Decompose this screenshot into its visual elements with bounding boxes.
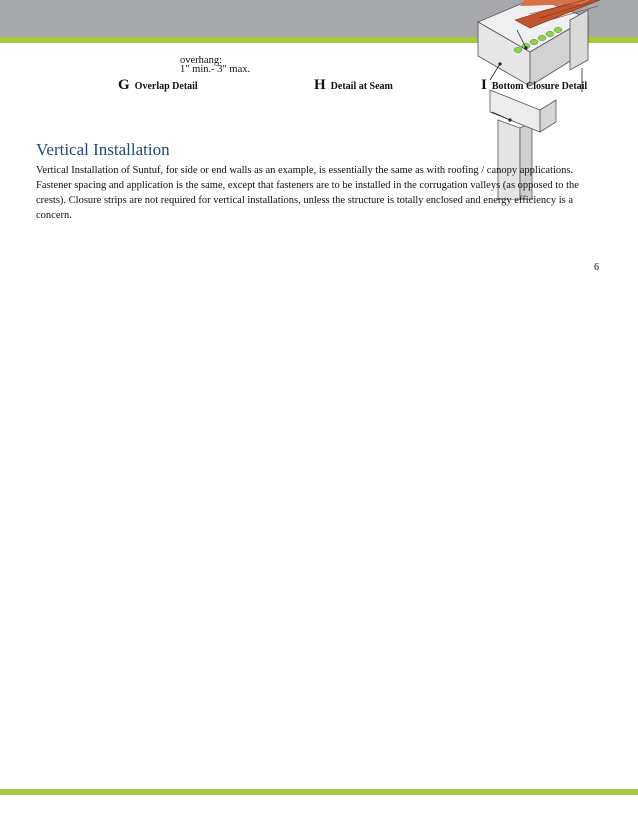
caption-letter: G xyxy=(118,77,130,93)
caption-overlap-detail xyxy=(118,79,248,93)
caption-text: Overlap Detail xyxy=(134,81,198,92)
caption-letter: I xyxy=(481,77,487,93)
caption-letter: H xyxy=(314,77,326,93)
caption-text: Detail at Seam xyxy=(330,81,393,92)
overhang-note xyxy=(180,56,300,74)
overhang-label: overhang: xyxy=(180,55,222,66)
section-title: Vertical Installation xyxy=(36,140,170,159)
section-body: Vertical Installation of Suntuf, for side or end walls as an example, is essentially the same as with roofing / canopy applications. Fastener spacing and application is the same, except that fasteners are to be installed in the corrugation valleys (as opposed to the crests). Closure strips are not required for vertical installations, unless the structure is totally enclosed and energy efficiency is a concern. xyxy=(36,165,579,221)
caption-text: Bottom Closure Detail xyxy=(491,81,588,92)
footer-accent-stripe xyxy=(0,789,638,795)
page-number: 6 xyxy=(594,262,599,273)
caption-bottom-closure-detail xyxy=(481,79,638,93)
overhang-range: 1" min.- 3" max. xyxy=(180,64,251,75)
caption-detail-at-seam xyxy=(314,79,444,93)
